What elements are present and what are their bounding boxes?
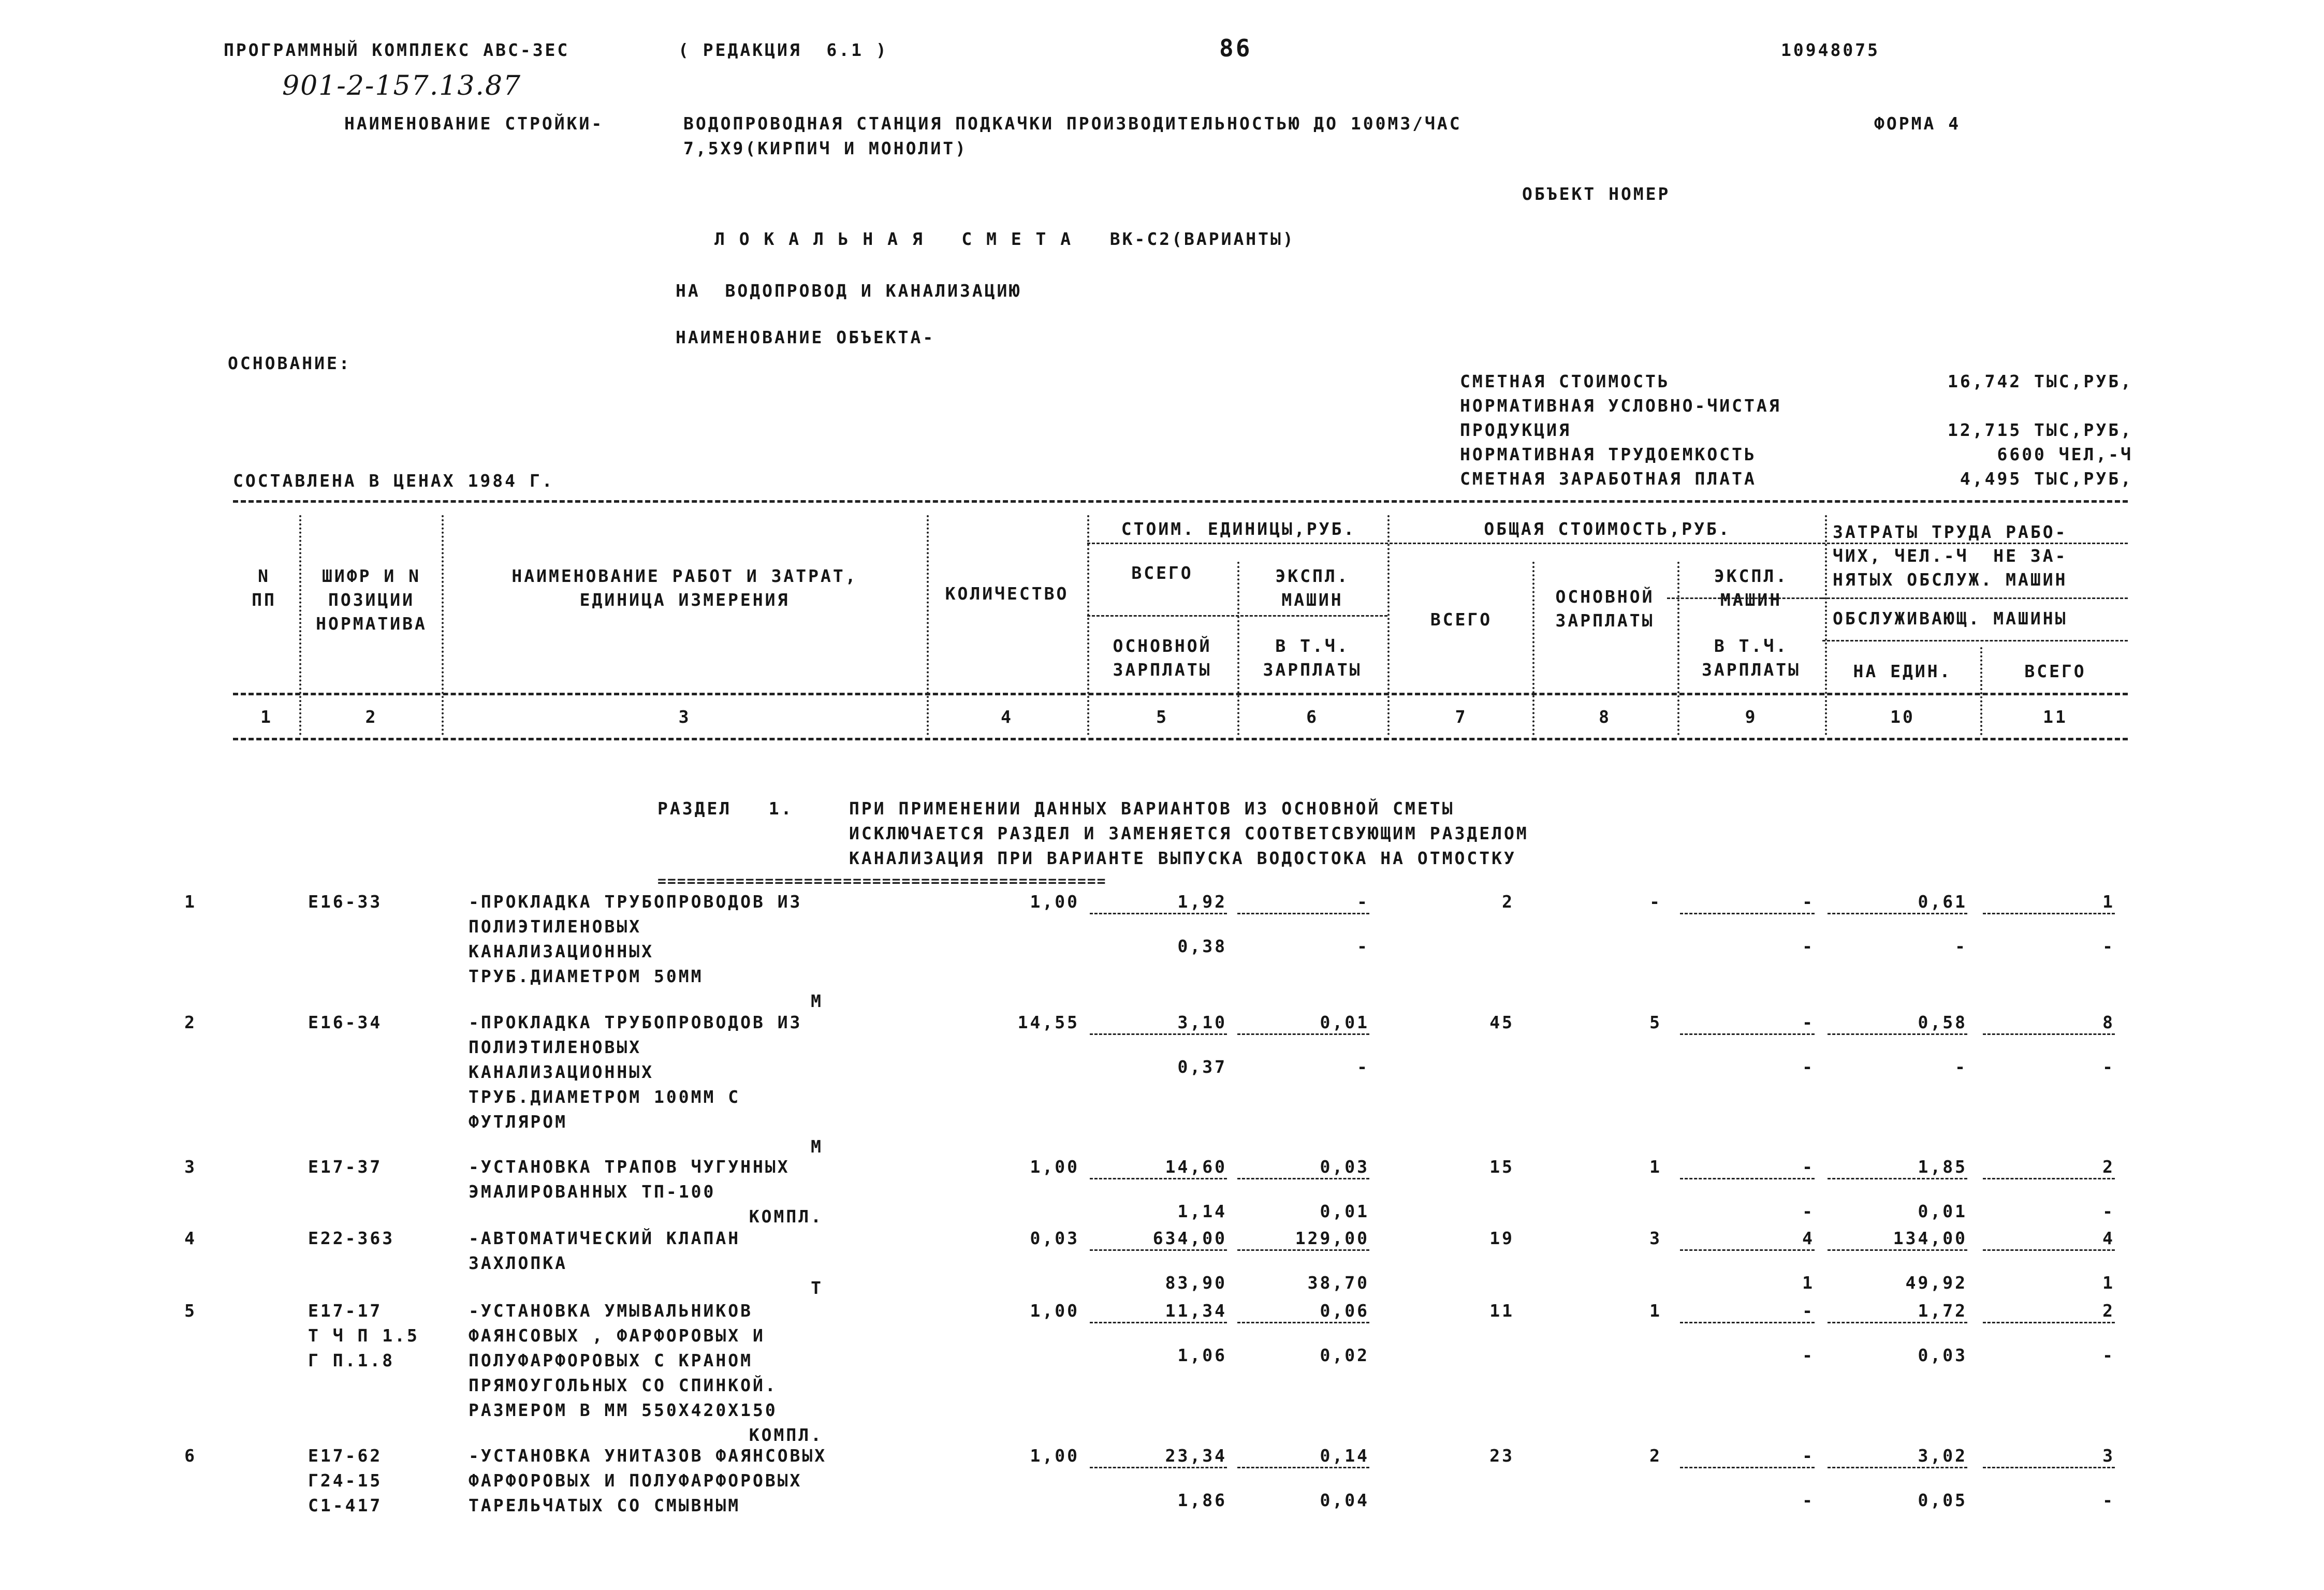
unit-cost-total: 14,60 — [1165, 1157, 1227, 1177]
work-name: -УСТАНОВКА ТРАПОВ ЧУГУННЫХ — [469, 1157, 790, 1177]
cell-divider — [1237, 1033, 1369, 1035]
labor-total: 1 — [2102, 892, 2115, 912]
labor-total: 2 — [2102, 1301, 2115, 1321]
handwritten-code: 901-2-157.13.87 — [282, 70, 522, 101]
labor-per-unit: 0,61 — [1918, 892, 1967, 912]
table-rule-numbers-bottom — [233, 738, 2128, 740]
work-name: ПРЯМОУГОЛЬНЫХ СО СПИНКОЙ. — [469, 1375, 778, 1395]
price-basis: СОСТАВЛЕНА В ЦЕНАХ 1984 Г. — [233, 471, 554, 491]
machine-wages: - — [1802, 936, 1815, 956]
column-number: 5 — [1156, 707, 1168, 727]
unit-cost-total: 23,34 — [1165, 1446, 1227, 1466]
summary-value: 6600 ЧЕЛ,-Ч — [1997, 444, 2133, 464]
cell-divider — [1680, 1322, 1815, 1323]
object-number: ОБЪЕКТ НОМЕР — [1522, 184, 1671, 204]
total-cost: 15 — [1489, 1157, 1514, 1177]
cell-divider — [1828, 1178, 1967, 1179]
section-line: ПРИ ПРИМЕНЕНИИ ДАННЫХ ВАРИАНТОВ ИЗ ОСНОВНОЙ СМЕТЫ — [849, 798, 1455, 819]
norm-code: Е17-37 — [308, 1157, 383, 1177]
work-name: КАНАЛИЗАЦИОННЫХ — [469, 941, 654, 961]
labor-per-unit: 134,00 — [1893, 1228, 1967, 1248]
unit-cost-total: 3,10 — [1177, 1012, 1227, 1032]
unit-cost-total: 11,34 — [1165, 1301, 1227, 1321]
unit-wages: 1,86 — [1177, 1490, 1227, 1510]
work-name: ЭМАЛИРОВАННЫХ ТП-100 — [469, 1181, 716, 1202]
work-name: ТРУБ.ДИАМЕТРОМ 50ММ — [469, 966, 704, 986]
row-number: 6 — [184, 1446, 197, 1466]
column-number: 4 — [1001, 707, 1013, 727]
service-labor-per-unit: - — [1955, 936, 1967, 956]
work-name: ЗАХЛОПКА — [469, 1253, 567, 1273]
header-work-name: НАИМЕНОВАНИЕ РАБОТ И ЗАТРАТ, ЕДИНИЦА ИЗМЕРЕНИЯ — [511, 566, 858, 610]
table-rule-top — [233, 500, 2128, 503]
summary-label: СМЕТНАЯ ЗАРАБОТНАЯ ПЛАТА — [1460, 469, 1757, 489]
service-labor-total: - — [2102, 1490, 2115, 1510]
edition: ( РЕДАКЦИЯ 6.1 ) — [678, 40, 888, 60]
unit-cost-machine: 0,06 — [1320, 1301, 1369, 1321]
row-number: 2 — [184, 1012, 197, 1032]
cell-divider — [1237, 1178, 1369, 1179]
cell-divider — [1828, 913, 1967, 914]
construction-line1: ВОДОПРОВОДНАЯ СТАНЦИЯ ПОДКАЧКИ ПРОИЗВОДИТЕЛЬНОСТЬЮ ДО 100М3/ЧАС — [683, 113, 1462, 134]
cell-divider — [1680, 1033, 1815, 1035]
norm-code: Е16-33 — [308, 892, 383, 912]
cell-divider — [1090, 1467, 1227, 1468]
row-number: 1 — [184, 892, 197, 912]
form-number: ФОРМА 4 — [1874, 113, 1961, 134]
work-name: ФАЯНСОВЫХ , ФАРФОРОВЫХ И — [469, 1325, 765, 1346]
cell-divider — [1090, 1249, 1227, 1251]
row-number: 3 — [184, 1157, 197, 1177]
header-total-incl-wages: В Т.Ч. ЗАРПЛАТЫ — [1702, 636, 1801, 680]
labor-total: 2 — [2102, 1157, 2115, 1177]
total-machine: - — [1802, 1446, 1815, 1466]
header-subrule — [1822, 640, 2128, 641]
service-labor-total: - — [2102, 936, 2115, 956]
work-name: РАЗМЕРОМ В ММ 550Х420Х150 — [469, 1400, 778, 1420]
quantity: 1,00 — [1030, 1157, 1079, 1177]
labor-total: 4 — [2102, 1228, 2115, 1248]
unit-machine-wages: - — [1357, 1057, 1369, 1077]
header-unit-total: ВСЕГО — [1131, 563, 1193, 583]
total-machine: - — [1802, 1157, 1815, 1177]
machine-wages: 1 — [1802, 1273, 1815, 1293]
unit-cost-machine: 129,00 — [1295, 1228, 1369, 1248]
summary-label: НОРМАТИВНАЯ ТРУДОЕМКОСТЬ — [1460, 444, 1757, 464]
total-cost: 19 — [1489, 1228, 1514, 1248]
work-name: -УСТАНОВКА УМЫВАЛЬНИКОВ — [469, 1301, 753, 1321]
unit-wages: 0,37 — [1177, 1057, 1227, 1077]
work-name: -АВТОМАТИЧЕСКИЙ КЛАПАН — [469, 1228, 741, 1248]
norm-code: Е22-363 — [308, 1228, 395, 1248]
unit-of-measure: М — [811, 991, 823, 1011]
cell-divider — [1237, 1322, 1369, 1323]
header-unit-wages: ОСНОВНОЙ ЗАРПЛАТЫ — [1113, 636, 1212, 680]
section-underline: ============================================== — [657, 872, 1107, 889]
cell-divider — [1680, 1178, 1815, 1179]
unit-of-measure: Т — [811, 1278, 823, 1298]
labor-per-unit: 1,85 — [1918, 1157, 1967, 1177]
estimate-subject: НА ВОДОПРОВОД И КАНАЛИЗАЦИЮ — [676, 281, 1022, 301]
header-total-all: ВСЕГО — [1430, 609, 1493, 630]
cell-divider — [1090, 913, 1227, 914]
row-number: 5 — [184, 1301, 197, 1321]
column-number: 11 — [2043, 707, 2068, 727]
total-machine: - — [1802, 892, 1815, 912]
unit-cost-machine: 0,03 — [1320, 1157, 1369, 1177]
norm-code: Е17-17 — [308, 1301, 383, 1321]
summary-label: ПРОДУКЦИЯ — [1460, 420, 1571, 440]
section-label: РАЗДЕЛ 1. — [657, 798, 794, 819]
header-labor-per-unit: НА ЕДИН. — [1853, 661, 1952, 681]
estimate-title: Л О К А Л Ь Н А Я С М Е Т А ВК-С2(ВАРИАНТЫ) — [714, 229, 1295, 249]
header-subrule — [1822, 597, 2128, 599]
header-quantity: КОЛИЧЕСТВО — [945, 584, 1069, 604]
unit-machine-wages: 0,04 — [1320, 1490, 1369, 1510]
column-separator — [299, 515, 301, 735]
cell-divider — [1680, 913, 1815, 914]
norm-code: С1-417 — [308, 1495, 383, 1515]
cell-divider — [1983, 1033, 2115, 1035]
machine-wages: - — [1802, 1490, 1815, 1510]
cell-divider — [1828, 1033, 1967, 1035]
norm-code: Г24-15 — [308, 1470, 383, 1491]
quantity: 0,03 — [1030, 1228, 1079, 1248]
service-labor-per-unit: 0,03 — [1918, 1345, 1967, 1365]
header-total-machine: ЭКСПЛ. МАШИН — [1714, 566, 1789, 610]
header-unit-cost: СТОИМ. ЕДИНИЦЫ,РУБ. — [1121, 519, 1356, 539]
header-labor: ЗАТРАТЫ ТРУДА РАБО- ЧИХ, ЧЕЛ.-Ч НЕ ЗА- НЯТЫХ ОБСЛУЖ. МАШИН — [1833, 522, 2068, 590]
service-labor-per-unit: 0,05 — [1918, 1490, 1967, 1510]
cell-divider — [1983, 1249, 2115, 1251]
work-name: ФУТЛЯРОМ — [469, 1112, 567, 1132]
column-separator — [1532, 562, 1534, 735]
total-cost: 11 — [1489, 1301, 1514, 1321]
work-name: ПОЛИЭТИЛЕНОВЫХ — [469, 916, 642, 937]
column-number: 2 — [365, 707, 378, 727]
column-separator — [442, 515, 444, 735]
cell-divider — [1983, 1467, 2115, 1468]
work-name: -УСТАНОВКА УНИТАЗОВ ФАЯНСОВЫХ — [469, 1446, 827, 1466]
unit-wages: 1,06 — [1177, 1345, 1227, 1365]
norm-code: Е17-62 — [308, 1446, 383, 1466]
construction-line2: 7,5Х9(КИРПИЧ И МОНОЛИТ) — [683, 138, 968, 158]
total-cost: 23 — [1489, 1446, 1514, 1466]
work-name: ПОЛИЭТИЛЕНОВЫХ — [469, 1037, 642, 1057]
row-number: 4 — [184, 1228, 197, 1248]
labor-total: 3 — [2102, 1446, 2115, 1466]
quantity: 1,00 — [1030, 1446, 1079, 1466]
norm-code: Е16-34 — [308, 1012, 383, 1032]
cell-divider — [1090, 1322, 1227, 1323]
unit-wages: 83,90 — [1165, 1273, 1227, 1293]
summary-label: СМЕТНАЯ СТОИМОСТЬ — [1460, 371, 1670, 391]
page-number: 86 — [1219, 34, 1252, 62]
unit-cost-total: 634,00 — [1152, 1228, 1227, 1248]
total-machine: - — [1802, 1301, 1815, 1321]
summary-value: 16,742 ТЫС,РУБ, — [1947, 371, 2133, 391]
unit-machine-wages: 0,02 — [1320, 1345, 1369, 1365]
service-labor-total: 1 — [2102, 1273, 2115, 1293]
header-unit-incl-wages: В Т.Ч. ЗАРПЛАТЫ — [1263, 636, 1362, 680]
quantity: 14,55 — [1017, 1012, 1079, 1032]
cell-divider — [1237, 913, 1369, 914]
labor-per-unit: 3,02 — [1918, 1446, 1967, 1466]
service-labor-total: - — [2102, 1345, 2115, 1365]
unit-machine-wages: - — [1357, 936, 1369, 956]
unit-cost-machine: 0,01 — [1320, 1012, 1369, 1032]
column-separator — [1677, 562, 1679, 735]
column-number: 10 — [1890, 707, 1915, 727]
basis: ОСНОВАНИЕ: — [228, 353, 352, 373]
cell-divider — [1680, 1249, 1815, 1251]
column-separator — [1087, 515, 1089, 735]
machine-wages: - — [1802, 1345, 1815, 1365]
summary-value: 4,495 ТЫС,РУБ, — [1960, 469, 2133, 489]
column-separator — [1825, 515, 1827, 735]
table-rule-header-bottom — [233, 693, 2128, 695]
service-labor-per-unit: 49,92 — [1905, 1273, 1967, 1293]
header-norm-code: ШИФР И N ПОЗИЦИИ НОРМАТИВА — [316, 566, 427, 634]
unit-wages: 0,38 — [1177, 936, 1227, 956]
object-name: НАИМЕНОВАНИЕ ОБЪЕКТА- — [676, 327, 936, 347]
total-wages: 2 — [1649, 1446, 1662, 1466]
column-number: 3 — [678, 707, 691, 727]
column-separator — [1237, 562, 1239, 735]
work-name: ТРУБ.ДИАМЕТРОМ 100ММ С — [469, 1087, 741, 1107]
total-machine: - — [1802, 1012, 1815, 1032]
cell-divider — [1828, 1467, 1967, 1468]
cell-divider — [1983, 1178, 2115, 1179]
work-name: ФАРФОРОВЫХ И ПОЛУФАРФОРОВЫХ — [469, 1470, 802, 1491]
total-wages: - — [1649, 892, 1662, 912]
machine-wages: - — [1802, 1201, 1815, 1221]
total-wages: 3 — [1649, 1228, 1662, 1248]
total-cost: 45 — [1489, 1012, 1514, 1032]
machine-wages: - — [1802, 1057, 1815, 1077]
work-name: КАНАЛИЗАЦИОННЫХ — [469, 1062, 654, 1082]
header-row-number: N ПП — [252, 566, 276, 610]
column-number: 9 — [1745, 707, 1758, 727]
labor-per-unit: 0,58 — [1918, 1012, 1967, 1032]
cell-divider — [1983, 1322, 2115, 1323]
unit-cost-machine: 0,14 — [1320, 1446, 1369, 1466]
column-separator — [927, 515, 929, 735]
header-labor-service: ОБСЛУЖИВАЮЩ. МАШИНЫ — [1833, 608, 2068, 629]
section-line: ИСКЛЮЧАЕТСЯ РАЗДЕЛ И ЗАМЕНЯЕТСЯ СООТВЕТСВУЮЩИМ РАЗДЕЛОМ — [849, 823, 1529, 843]
column-separator — [1980, 647, 1982, 735]
cell-divider — [1983, 913, 2115, 914]
header-total-wages: ОСНОВНОЙ ЗАРПЛАТЫ — [1555, 587, 1655, 631]
cell-divider — [1680, 1467, 1815, 1468]
program-name: ПРОГРАММНЫЙ КОМПЛЕКС АВС-ЗЕС — [224, 40, 570, 60]
cell-divider — [1828, 1249, 1967, 1251]
total-wages: 1 — [1649, 1301, 1662, 1321]
work-name: ТАРЕЛЬЧАТЫХ СО СМЫВНЫМ — [469, 1495, 741, 1515]
service-labor-per-unit: 0,01 — [1918, 1201, 1967, 1221]
column-separator — [1387, 515, 1390, 735]
work-name: -ПРОКЛАДКА ТРУБОПРОВОДОВ ИЗ — [469, 1012, 802, 1032]
unit-cost-total: 1,92 — [1177, 892, 1227, 912]
unit-of-measure: КОМПЛ. — [749, 1425, 823, 1445]
doc-code: 10948075 — [1781, 40, 1880, 60]
unit-of-measure: М — [811, 1136, 823, 1157]
cell-divider — [1090, 1033, 1227, 1035]
labor-per-unit: 1,72 — [1918, 1301, 1967, 1321]
unit-machine-wages: 0,01 — [1320, 1201, 1369, 1221]
norm-code: Т Ч П 1.5 — [308, 1325, 419, 1346]
service-labor-per-unit: - — [1955, 1057, 1967, 1077]
unit-machine-wages: 38,70 — [1307, 1273, 1369, 1293]
service-labor-total: - — [2102, 1057, 2115, 1077]
unit-wages: 1,14 — [1177, 1201, 1227, 1221]
header-labor-total: ВСЕГО — [2024, 661, 2086, 681]
total-machine: 4 — [1802, 1228, 1815, 1248]
total-wages: 1 — [1649, 1157, 1662, 1177]
cell-divider — [1828, 1322, 1967, 1323]
work-name: -ПРОКЛАДКА ТРУБОПРОВОДОВ ИЗ — [469, 892, 802, 912]
quantity: 1,00 — [1030, 892, 1079, 912]
total-cost: 2 — [1502, 892, 1514, 912]
labor-total: 8 — [2102, 1012, 2115, 1032]
summary-value: 12,715 ТЫС,РУБ, — [1947, 420, 2133, 440]
quantity: 1,00 — [1030, 1301, 1079, 1321]
header-total-cost: ОБЩАЯ СТОИМОСТЬ,РУБ. — [1484, 519, 1731, 539]
column-number: 6 — [1306, 707, 1319, 727]
cell-divider — [1237, 1467, 1369, 1468]
summary-label: НОРМАТИВНАЯ УСЛОВНО-ЧИСТАЯ — [1460, 396, 1781, 416]
column-number: 8 — [1599, 707, 1611, 727]
norm-code: Г П.1.8 — [308, 1350, 395, 1370]
column-number: 1 — [260, 707, 273, 727]
cell-divider — [1237, 1249, 1369, 1251]
work-name: ПОЛУФАРФОРОВЫХ С КРАНОМ — [469, 1350, 753, 1370]
unit-cost-machine: - — [1357, 892, 1369, 912]
unit-of-measure: КОМПЛ. — [749, 1206, 823, 1227]
cell-divider — [1090, 1178, 1227, 1179]
service-labor-total: - — [2102, 1201, 2115, 1221]
section-line: КАНАЛИЗАЦИЯ ПРИ ВАРИАНТЕ ВЫПУСКА ВОДОСТОКА НА ОТМОСТКУ — [849, 848, 1516, 868]
column-number: 7 — [1455, 707, 1468, 727]
construction-label: НАИМЕНОВАНИЕ СТРОЙКИ- — [344, 113, 604, 134]
header-unit-machine: ЭКСПЛ. МАШИН — [1275, 566, 1350, 610]
total-wages: 5 — [1649, 1012, 1662, 1032]
